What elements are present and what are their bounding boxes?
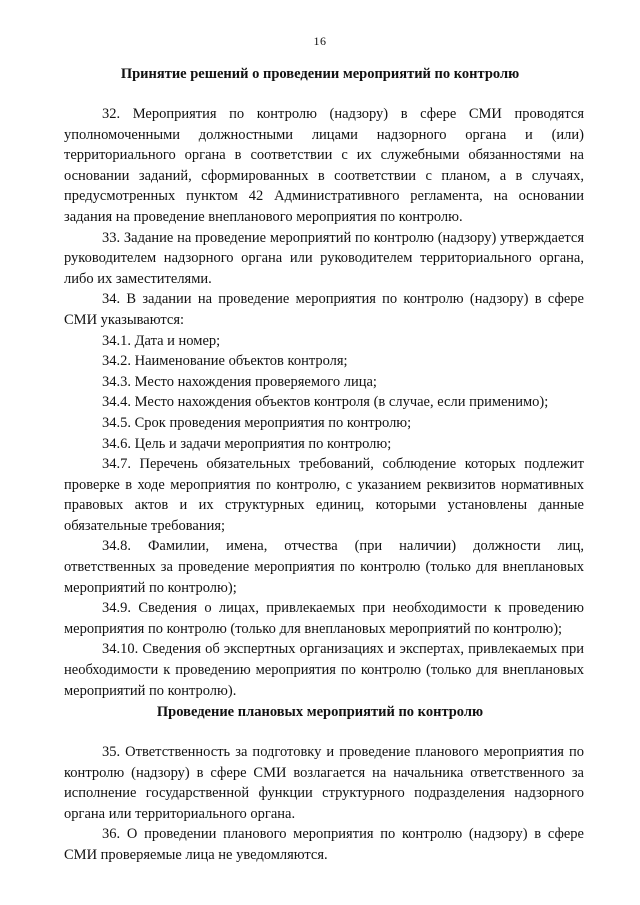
paragraph-34-5: 34.5. Срок проведения мероприятия по контролю; [102, 414, 412, 431]
paragraph-36: 36. О проведении планового мероприятия по контролю (надзору) в сфере СМИ проверяемые лица не уведомляются. [64, 826, 584, 863]
paragraph-34: 34. В задании на проведение мероприятия по контролю (надзору) в сфере СМИ указываются: [64, 291, 584, 328]
section-heading-decisions: Принятие решений о проведении мероприятий по контролю [120, 66, 520, 82]
paragraph-34-4: 34.4. Место нахождения объектов контроля (в случае, если применимо); [102, 394, 549, 411]
section-body-decisions [64, 104, 584, 701]
section-heading-planned: Проведение плановых мероприятий по контролю [156, 704, 484, 720]
paragraph-34-7: 34.7. Перечень обязательных требований, соблюдение которых подлежит проверке в ходе мероприятия по контролю, с указанием реквизитов нормативных правовых актов и их структурных единиц, которыми установлены данные обязательные требования; [64, 456, 584, 534]
paragraph-34-3: 34.3. Место нахождения проверяемого лица; [102, 373, 377, 390]
page-number: 16 [313, 34, 327, 48]
paragraph-33: 33. Задание на проведение мероприятий по контролю (надзору) утверждается руководителем надзорного органа или руководителем территориального органа, либо их заместителями. [64, 229, 584, 287]
paragraph-34-2: 34.2. Наименование объектов контроля; [102, 353, 348, 370]
paragraph-32: 32. Мероприятия по контролю (надзору) в сфере СМИ проводятся уполномоченными должностными лицами надзорного органа и (или) территориального органа в соответствии с их служебными обязанностями на основании заданий, сформированных в соответствии с планом, а в случаях, предусмотренных пунктом 42 Административного регламента, на основании задания на проведение внепланового мероприятия по контролю. [64, 106, 584, 225]
paragraph-34-6: 34.6. Цель и задачи мероприятия по контролю; [102, 435, 392, 452]
paragraph-34-9: 34.9. Сведения о лицах, привлекаемых при необходимости к проведению мероприятия по контролю (только для внеплановых мероприятий по контролю); [64, 600, 584, 637]
section-body-planned [64, 742, 584, 866]
paragraph-35: 35. Ответственность за подготовку и проведение планового мероприятия по контролю (надзору) в сфере СМИ возлагается на начальника ответственного за исполнение государственной функции структурного подразделения надзорного органа или территориального органа. [64, 744, 584, 822]
paragraph-34-1: 34.1. Дата и номер; [102, 332, 221, 349]
paragraph-34-10: 34.10. Сведения об экспертных организациях и экспертах, привлекаемых при необходимости к проведению мероприятия по контролю (только для внеплановых мероприятий по контролю). [64, 641, 584, 699]
paragraph-34-8: 34.8. Фамилии, имена, отчества (при наличии) должности лиц, ответственных за проведение мероприятия по контролю (только для внеплановых мероприятий по контролю); [64, 538, 584, 596]
